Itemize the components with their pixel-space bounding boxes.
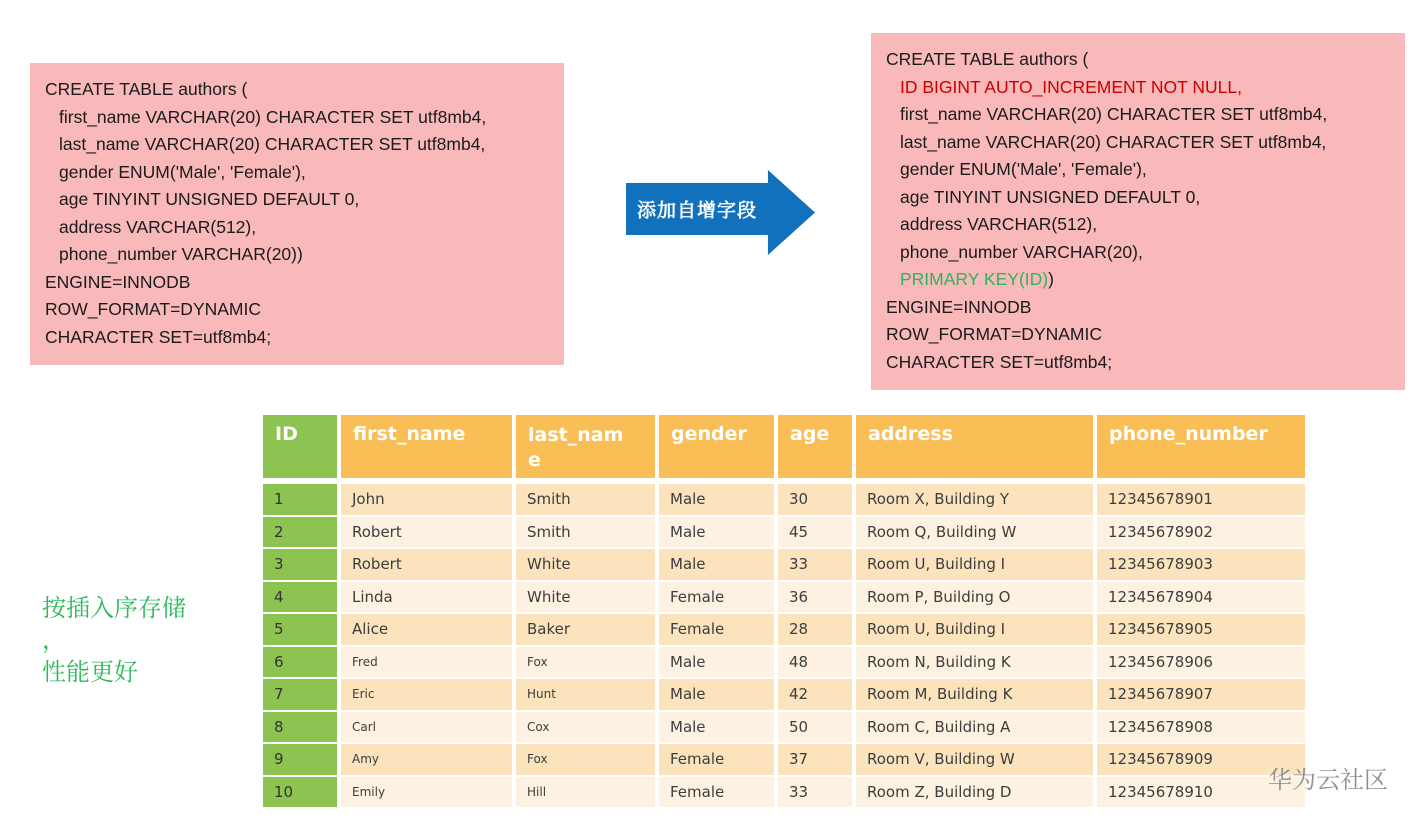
- sql-line: [45, 186, 549, 214]
- table-cell-id: 3: [263, 549, 337, 580]
- sql-segment: ENGINE=INNODB: [886, 296, 1032, 317]
- table-cell-gender: Female: [659, 777, 774, 808]
- table-cell-id: 2: [263, 517, 337, 548]
- table-cell-last_name: Fox: [516, 744, 655, 775]
- sql-segment: first_name VARCHAR(20) CHARACTER SET utf8mb4,: [900, 104, 1328, 124]
- sql-segment: PRIMARY KEY(ID): [900, 269, 1049, 289]
- sql-segment: age TINYINT UNSIGNED DEFAULT 0,: [900, 186, 1201, 207]
- table-cell-age: 37: [778, 744, 852, 775]
- table-cell-last_name: Smith: [516, 484, 655, 515]
- sql-segment: phone_number VARCHAR(20)): [59, 244, 303, 264]
- sql-segment: ROW_FORMAT=DYNAMIC: [886, 324, 1102, 344]
- table-cell-phone_number: 12345678902: [1097, 517, 1305, 548]
- sql-line: [886, 74, 1390, 102]
- sql-box-after: [871, 33, 1405, 390]
- column-header-first_name: [341, 415, 512, 482]
- arrow-label: 添加自增字段: [636, 199, 757, 222]
- table-cell-last_name: White: [516, 582, 655, 613]
- column-header-last_name: [516, 415, 655, 482]
- table-cell-first_name: Carl: [341, 712, 512, 743]
- sql-line: [45, 324, 549, 352]
- table-cell-id: 9: [263, 744, 337, 775]
- transform-arrow: [626, 170, 815, 255]
- table-cell-age: 42: [778, 679, 852, 710]
- table-cell-last_name: Fox: [516, 647, 655, 678]
- sql-line: [45, 241, 549, 269]
- sql-line: [45, 214, 549, 242]
- sql-segment: first_name VARCHAR(20) CHARACTER SET utf8mb4,: [59, 106, 487, 127]
- column-header-age: [778, 415, 852, 482]
- column-header-gender: [659, 415, 774, 482]
- table-cell-id: 6: [263, 647, 337, 678]
- column-header-id: [263, 415, 337, 482]
- annotation-note: [42, 592, 186, 688]
- table-cell-age: 30: [778, 484, 852, 515]
- sql-segment: CREATE TABLE authors (: [886, 49, 1089, 69]
- table-cell-id: 10: [263, 777, 337, 808]
- sql-line: [886, 239, 1390, 267]
- column-header-label: last_name: [528, 424, 624, 471]
- column-header-phone_number: [1097, 415, 1305, 482]
- sql-segment: ENGINE=INNODB: [45, 271, 191, 292]
- sql-line: [886, 321, 1390, 349]
- table-cell-last_name: Hunt: [516, 679, 655, 710]
- sql-segment: CREATE TABLE authors (: [45, 79, 248, 99]
- sql-line: [45, 296, 549, 324]
- table-cell-gender: Male: [659, 517, 774, 548]
- table-cell-last_name: Baker: [516, 614, 655, 645]
- table-cell-last_name: Hill: [516, 777, 655, 808]
- sql-line: [886, 101, 1390, 129]
- table-cell-gender: Male: [659, 647, 774, 678]
- table-cell-first_name: Emily: [341, 777, 512, 808]
- sql-segment: phone_number VARCHAR(20),: [900, 241, 1143, 262]
- table-cell-first_name: Robert: [341, 549, 512, 580]
- sql-line: [45, 131, 549, 159]
- sql-segment: address VARCHAR(512),: [59, 216, 257, 237]
- column-header-label: age: [790, 423, 830, 445]
- sql-segment: ): [1048, 269, 1054, 289]
- annotation-line: 性能更好: [42, 658, 138, 686]
- sql-segment: ROW_FORMAT=DYNAMIC: [45, 299, 261, 319]
- sql-line: [886, 349, 1390, 377]
- sql-segment: age TINYINT UNSIGNED DEFAULT 0,: [59, 189, 360, 209]
- table-cell-phone_number: 12345678903: [1097, 549, 1305, 580]
- table-cell-first_name: Fred: [341, 647, 512, 678]
- sql-segment: gender ENUM('Male', 'Female'),: [59, 161, 306, 182]
- table-cell-first_name: Robert: [341, 517, 512, 548]
- sql-segment: last_name VARCHAR(20) CHARACTER SET utf8mb4,: [900, 131, 1327, 152]
- table-cell-id: 1: [263, 484, 337, 515]
- table-cell-id: 7: [263, 679, 337, 710]
- table-cell-age: 45: [778, 517, 852, 548]
- table-cell-phone_number: 12345678909: [1097, 744, 1305, 775]
- column-header-address: [856, 415, 1093, 482]
- authors-table: [263, 415, 1305, 807]
- table-cell-phone_number: 12345678908: [1097, 712, 1305, 743]
- table-cell-last_name: Smith: [516, 517, 655, 548]
- sql-line: [886, 46, 1390, 74]
- sql-segment: address VARCHAR(512),: [900, 214, 1098, 234]
- table-cell-age: 36: [778, 582, 852, 613]
- table-cell-gender: Female: [659, 614, 774, 645]
- table-cell-gender: Male: [659, 549, 774, 580]
- table-cell-address: Room P, Building O: [856, 582, 1093, 613]
- table-cell-age: 33: [778, 549, 852, 580]
- table-cell-address: Room Z, Building D: [856, 777, 1093, 808]
- sql-segment: last_name VARCHAR(20) CHARACTER SET utf8mb4,: [59, 134, 486, 154]
- table-cell-gender: Male: [659, 679, 774, 710]
- sql-line: [45, 159, 549, 187]
- table-cell-address: Room X, Building Y: [856, 484, 1093, 515]
- column-header-label: phone_number: [1109, 423, 1268, 445]
- sql-line: [886, 184, 1390, 212]
- table-cell-id: 5: [263, 614, 337, 645]
- table-cell-address: Room U, Building I: [856, 549, 1093, 580]
- table-cell-gender: Male: [659, 712, 774, 743]
- table-cell-age: 50: [778, 712, 852, 743]
- sql-segment: gender ENUM('Male', 'Female'),: [900, 159, 1147, 179]
- sql-line: [886, 156, 1390, 184]
- column-header-label: first_name: [353, 423, 466, 445]
- table-cell-first_name: John: [341, 484, 512, 515]
- sql-line: [45, 269, 549, 297]
- sql-box-before: [30, 63, 564, 365]
- sql-segment: ID BIGINT AUTO_INCREMENT NOT NULL,: [900, 76, 1242, 97]
- table-cell-age: 48: [778, 647, 852, 678]
- table-cell-address: Room C, Building A: [856, 712, 1093, 743]
- table-cell-phone_number: 12345678904: [1097, 582, 1305, 613]
- table-cell-id: 8: [263, 712, 337, 743]
- table-cell-id: 4: [263, 582, 337, 613]
- table-cell-address: Room V, Building W: [856, 744, 1093, 775]
- sql-line: [886, 211, 1390, 239]
- sql-segment: CHARACTER SET=utf8mb4;: [45, 326, 272, 347]
- annotation-line: 按插入序存储: [42, 594, 186, 622]
- sql-line: [45, 76, 549, 104]
- table-cell-gender: Female: [659, 744, 774, 775]
- watermark: 华为云社区: [1268, 766, 1388, 794]
- sql-line: [886, 129, 1390, 157]
- table-cell-first_name: Amy: [341, 744, 512, 775]
- table-cell-phone_number: 12345678901: [1097, 484, 1305, 515]
- sql-line: [45, 104, 549, 132]
- table-cell-gender: Male: [659, 484, 774, 515]
- table-cell-first_name: Eric: [341, 679, 512, 710]
- table-cell-phone_number: 12345678906: [1097, 647, 1305, 678]
- table-cell-first_name: Alice: [341, 614, 512, 645]
- table-cell-phone_number: 12345678905: [1097, 614, 1305, 645]
- sql-line: [886, 294, 1390, 322]
- table-cell-address: Room M, Building K: [856, 679, 1093, 710]
- table-cell-first_name: Linda: [341, 582, 512, 613]
- annotation-line: ，: [42, 626, 66, 654]
- table-cell-last_name: White: [516, 549, 655, 580]
- table-cell-gender: Female: [659, 582, 774, 613]
- table-cell-address: Room U, Building I: [856, 614, 1093, 645]
- table-cell-phone_number: 12345678910: [1097, 777, 1305, 808]
- table-cell-address: Room N, Building K: [856, 647, 1093, 678]
- table-cell-age: 33: [778, 777, 852, 808]
- table-cell-age: 28: [778, 614, 852, 645]
- column-header-label: ID: [275, 423, 298, 445]
- sql-line: [886, 266, 1390, 294]
- table-cell-phone_number: 12345678907: [1097, 679, 1305, 710]
- table-cell-last_name: Cox: [516, 712, 655, 743]
- column-header-label: address: [868, 423, 953, 445]
- table-cell-address: Room Q, Building W: [856, 517, 1093, 548]
- column-header-label: gender: [671, 423, 747, 445]
- sql-segment: CHARACTER SET=utf8mb4;: [886, 351, 1113, 372]
